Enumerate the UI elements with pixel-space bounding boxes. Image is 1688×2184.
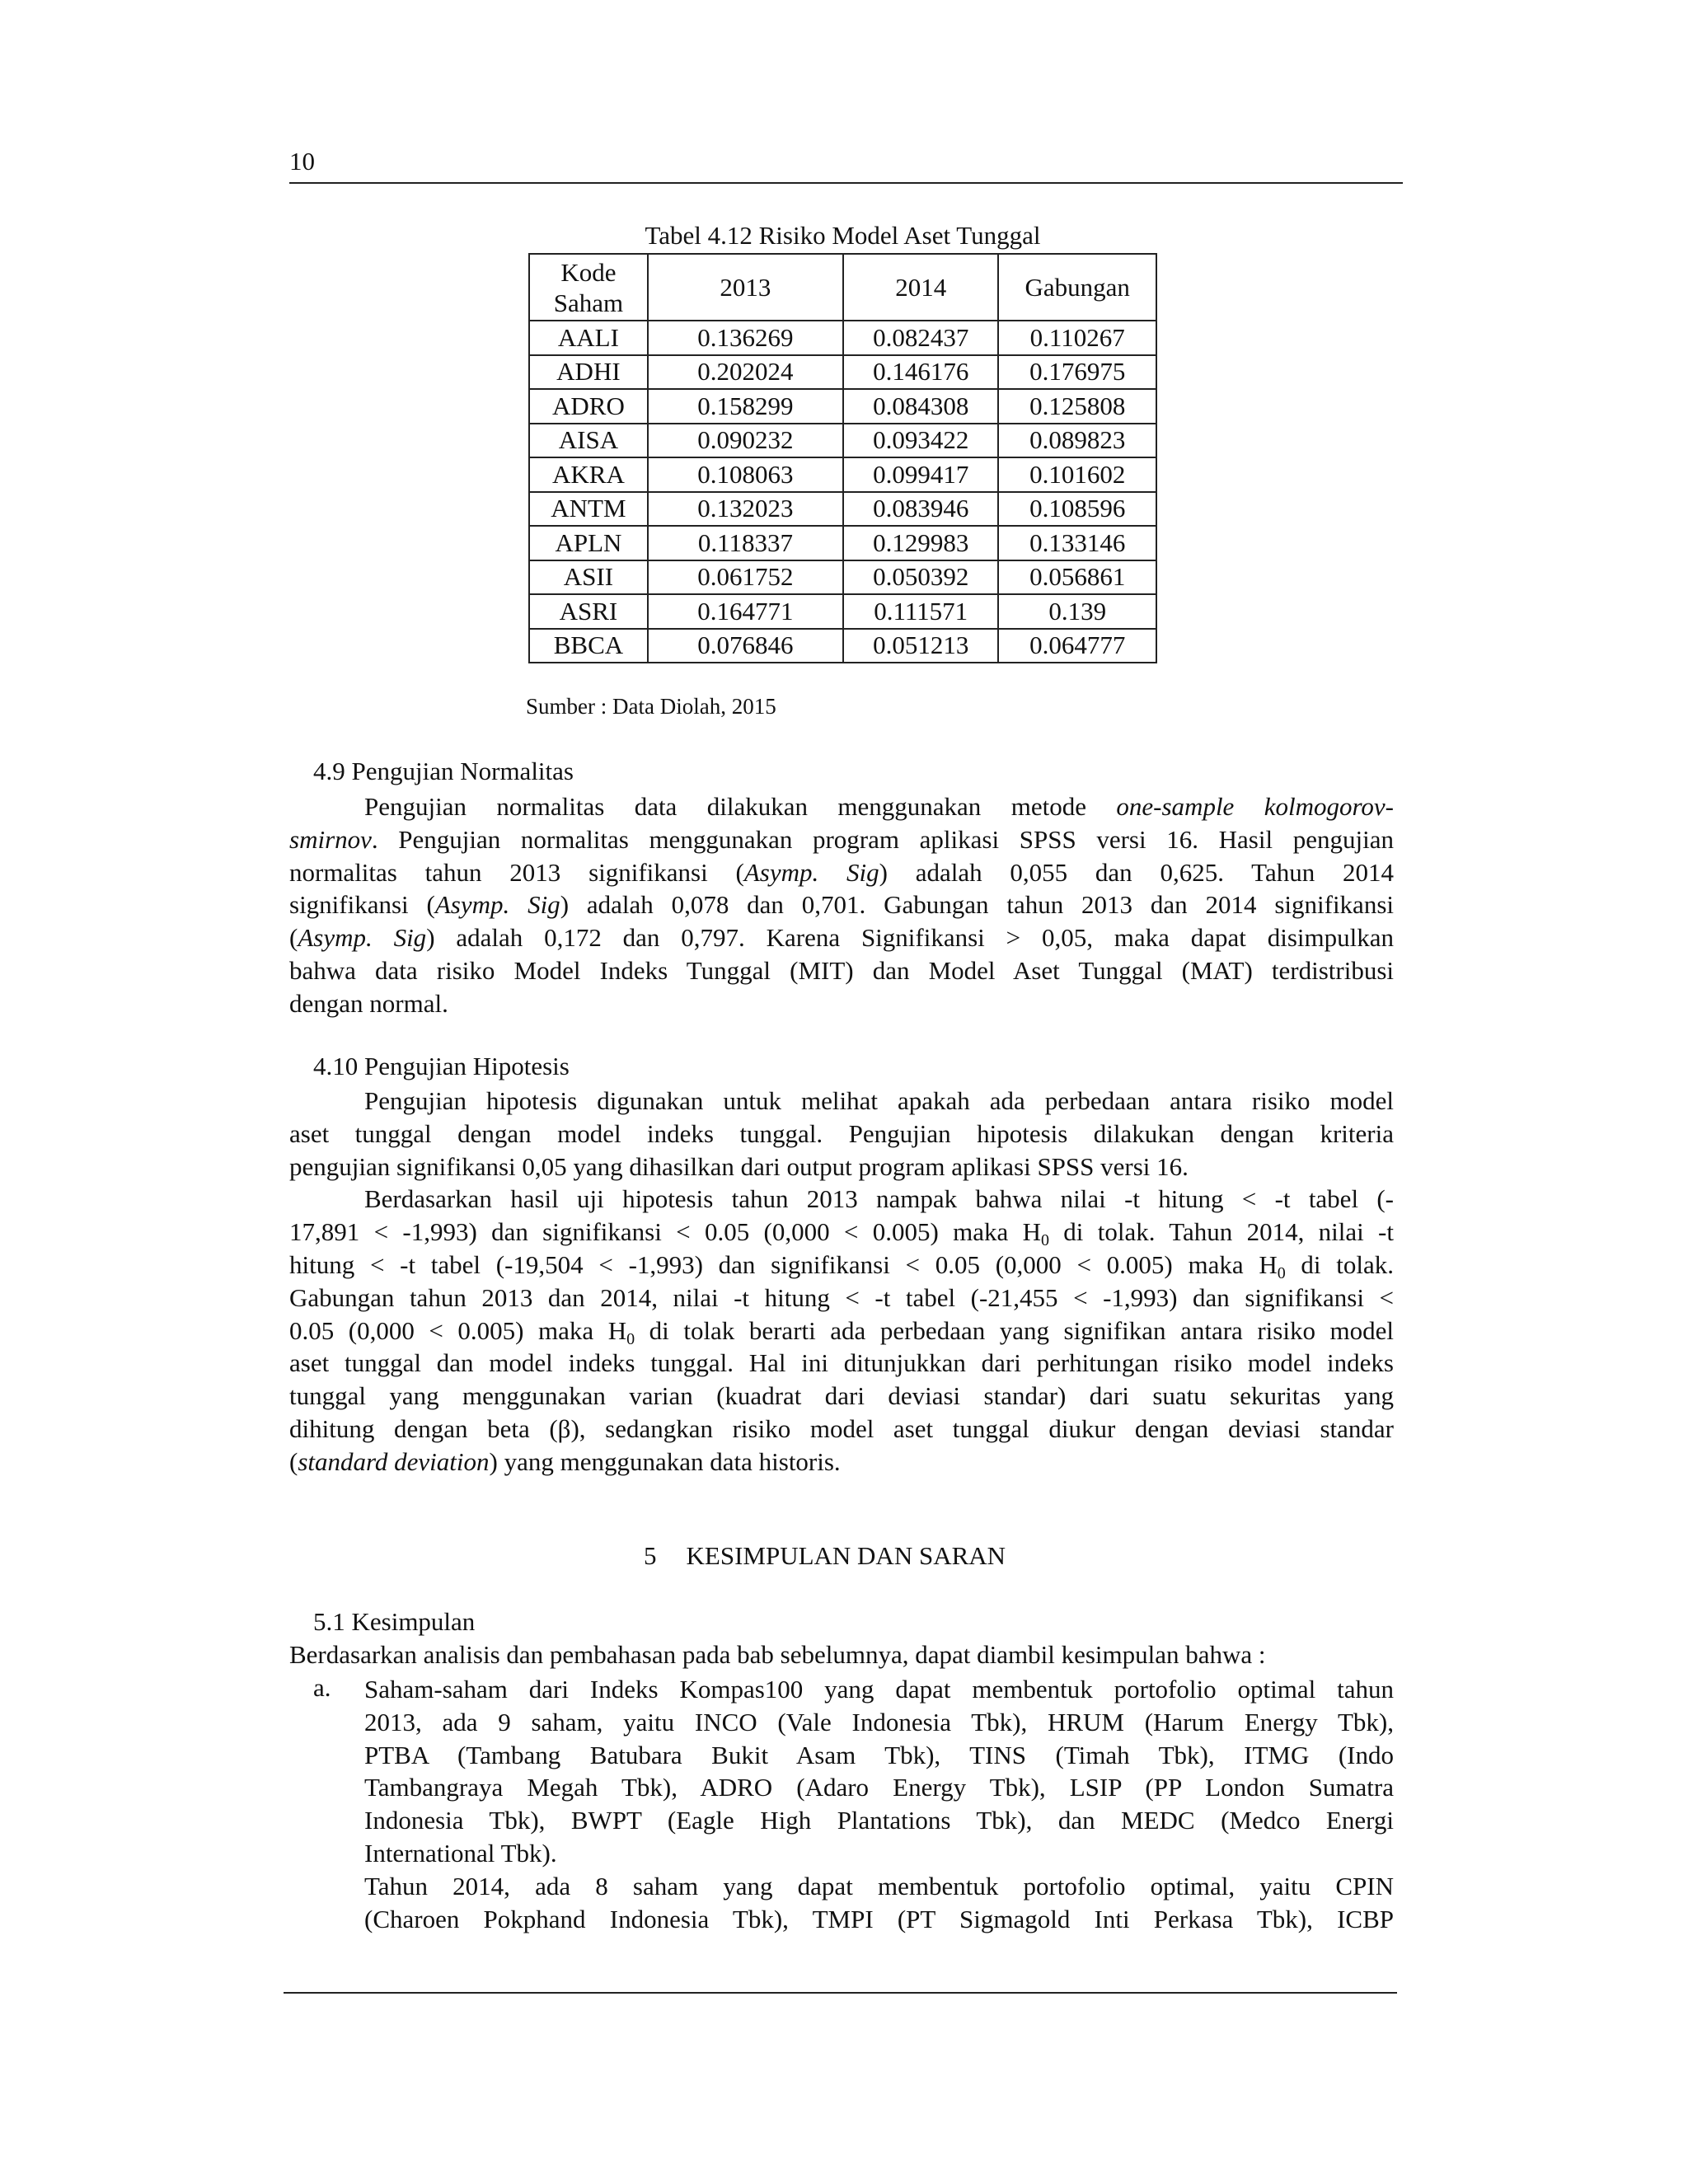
table-row <box>529 389 1156 424</box>
risk-value-cell: 0.099417 <box>843 457 998 492</box>
risk-value-cell: 0.108596 <box>998 492 1156 527</box>
text-line <box>289 1347 1394 1380</box>
text: hitung < -t tabel (-19,504 < -1,993) dan signifikansi < 0.05 (0,000 < 0.005) maka H <box>289 1249 1278 1279</box>
text-line <box>289 856 1394 889</box>
text-line <box>289 823 1394 856</box>
text: Gabungan tahun 2013 dan 2014, nilai -t hitung < -t tabel (-21,455 < -1,993) dan signifikansi < <box>289 1282 1394 1312</box>
risk-value-cell: 0.084308 <box>843 389 998 424</box>
risk-value-cell: 0.139 <box>998 594 1156 629</box>
text: ) adalah 0,172 dan 0,797. Karena Signifikansi > 0,05, maka dapat disimpulkan <box>426 923 1394 953</box>
text: Indonesia Tbk), BWPT (Eagle High Plantations Tbk), dan MEDC (Medco Energi <box>364 1806 1394 1835</box>
text: aset tunggal dengan model indeks tunggal. Pengujian hipotesis dilakukan dengan kriteria <box>289 1118 1394 1148</box>
section-4-9-heading: 4.9 Pengujian Normalitas <box>313 757 574 785</box>
list-item-a <box>364 1673 1394 1935</box>
text: tunggal yang menggunakan varian (kuadrat dari deviasi standar) dari suatu sekuritas yang <box>289 1381 1394 1411</box>
italic-text: one-sample kolmogorov- <box>1116 792 1394 821</box>
text-line <box>364 1771 1394 1804</box>
text: aset tunggal dan model indeks tunggal. Hal ini ditunjukkan dari perhitungan risiko model indeks <box>289 1348 1394 1378</box>
text-line <box>289 1183 1394 1216</box>
risk-value-cell: 0.164771 <box>648 594 843 629</box>
subscript: 0 <box>1040 1231 1049 1250</box>
text-line <box>289 1413 1394 1446</box>
risk-value-cell: 0.093422 <box>843 424 998 458</box>
table-row <box>529 526 1156 560</box>
chapter-5-heading <box>644 1541 1006 1571</box>
text: di tolak. <box>1285 1249 1394 1279</box>
text: Tambangraya Megah Tbk), ADRO (Adaro Energy Tbk), LSIP (PP London Sumatra <box>364 1773 1394 1802</box>
stock-code-cell: ASRI <box>529 594 648 629</box>
subscript: 0 <box>1277 1263 1286 1282</box>
text: di tolak berarti ada perbedaan yang signifikan antara risiko model <box>635 1315 1394 1345</box>
text: Saham-saham dari Indeks Kompas100 yang dapat membentuk portofolio optimal tahun <box>364 1675 1394 1704</box>
italic-text: smirnov <box>289 824 372 854</box>
text-line <box>289 1151 1394 1183</box>
text-line <box>289 1282 1394 1315</box>
text: signifikansi ( <box>289 890 435 920</box>
risk-value-cell: 0.132023 <box>648 492 843 527</box>
text: ) yang menggunakan data historis. <box>489 1446 841 1476</box>
stock-code-cell: ANTM <box>529 492 648 527</box>
text-line <box>289 1216 1394 1249</box>
footer-rule <box>284 1992 1397 1994</box>
stock-code-cell: AKRA <box>529 457 648 492</box>
text: 17,891 < -1,993) dan signifikansi < 0.05 (0,000 < 0.005) maka H <box>289 1217 1041 1247</box>
risk-value-cell: 0.082437 <box>843 321 998 355</box>
text: Berdasarkan hasil uji hipotesis tahun 2013 nampak bahwa nilai -t hitung < -t tabel (- <box>364 1184 1394 1214</box>
risk-value-cell: 0.202024 <box>648 355 843 390</box>
text-line <box>364 1706 1394 1739</box>
chapter-title: KESIMPULAN DAN SARAN <box>686 1541 1006 1570</box>
risk-value-cell: 0.133146 <box>998 526 1156 560</box>
risk-value-cell: 0.110267 <box>998 321 1156 355</box>
stock-code-cell: ASII <box>529 560 648 595</box>
text: dihitung dengan beta (β), sedangkan risiko model aset tunggal diukur dengan deviasi standar <box>289 1413 1394 1443</box>
text-line <box>289 921 1394 954</box>
section-4-10-heading: 4.10 Pengujian Hipotesis <box>313 1052 570 1080</box>
text-line <box>289 954 1394 987</box>
risk-value-cell: 0.176975 <box>998 355 1156 390</box>
text: . Pengujian normalitas menggunakan program aplikasi SPSS versi 16. Hasil pengujian <box>371 824 1394 854</box>
text: PTBA (Tambang Batubara Bukit Asam Tbk), TINS (Timah Tbk), ITMG (Indo <box>364 1740 1394 1769</box>
subscript: 0 <box>626 1329 635 1348</box>
stock-code-cell: APLN <box>529 526 648 560</box>
text-line <box>289 790 1394 823</box>
text: ( <box>289 923 298 953</box>
text: (Charoen Pokphand Indonesia Tbk), TMPI (PT Sigmagold Inti Perkasa Tbk), ICBP <box>364 1904 1394 1933</box>
italic-text: Asymp. Sig <box>434 890 560 920</box>
text: di tolak. Tahun 2014, nilai -t <box>1048 1217 1394 1247</box>
header-2014: 2014 <box>843 254 998 321</box>
table-row <box>529 321 1156 355</box>
text: dengan normal. <box>289 988 448 1018</box>
table-row <box>529 492 1156 527</box>
text: Pengujian normalitas data dilakukan menggunakan metode <box>364 792 1117 821</box>
risk-value-cell: 0.118337 <box>648 526 843 560</box>
stock-code-cell: ADHI <box>529 355 648 390</box>
risk-table <box>528 253 1157 663</box>
stock-code-cell: BBCA <box>529 629 648 663</box>
text-line <box>289 1380 1394 1413</box>
chapter-number: 5 <box>644 1541 657 1570</box>
section-4-10-body <box>289 1085 1394 1479</box>
table-header-row <box>529 254 1156 321</box>
text-line <box>289 987 1394 1020</box>
text: 0.05 (0,000 < 0.005) maka H <box>289 1315 627 1345</box>
text-line <box>289 1446 1394 1479</box>
text-line <box>289 1085 1394 1118</box>
table-row <box>529 560 1156 595</box>
text-line <box>364 1837 1394 1870</box>
risk-value-cell: 0.090232 <box>648 424 843 458</box>
stock-code-cell: AISA <box>529 424 648 458</box>
text: bahwa data risiko Model Indeks Tunggal (MIT) dan Model Aset Tunggal (MAT) terdistribusi <box>289 955 1394 985</box>
risk-value-cell: 0.083946 <box>843 492 998 527</box>
text-line <box>289 1249 1394 1282</box>
header-rule <box>289 182 1403 184</box>
header-gabungan: Gabungan <box>998 254 1156 321</box>
table-row <box>529 457 1156 492</box>
text-line <box>364 1804 1394 1837</box>
text-line <box>364 1870 1394 1903</box>
section-5-1-heading: 5.1 Kesimpulan <box>313 1607 476 1636</box>
text: pengujian signifikansi 0,05 yang dihasilkan dari output program aplikasi SPSS versi 16. <box>289 1151 1189 1181</box>
stock-code-cell: ADRO <box>529 389 648 424</box>
italic-text: Asymp. Sig <box>298 923 427 953</box>
risk-value-cell: 0.076846 <box>648 629 843 663</box>
text-line <box>364 1903 1394 1936</box>
table-row <box>529 355 1156 390</box>
text: ) adalah 0,055 dan 0,625. Tahun 2014 <box>879 857 1394 887</box>
risk-value-cell: 0.125808 <box>998 389 1156 424</box>
text-line <box>289 1118 1394 1151</box>
stock-code-cell: AALI <box>529 321 648 355</box>
risk-value-cell: 0.101602 <box>998 457 1156 492</box>
header-2013: 2013 <box>648 254 843 321</box>
list-marker-a: a. <box>313 1673 331 1702</box>
text: 2013, ada 9 saham, yaitu INCO (Vale Indonesia Tbk), HRUM (Harum Energy Tbk), <box>364 1707 1394 1736</box>
risk-value-cell: 0.108063 <box>648 457 843 492</box>
text-line <box>364 1739 1394 1772</box>
text: ) adalah 0,078 dan 0,701. Gabungan tahun 2013 dan 2014 signifikansi <box>560 890 1394 920</box>
text: normalitas tahun 2013 signifikansi ( <box>289 857 744 887</box>
italic-text: Asymp. Sig <box>743 857 879 887</box>
risk-value-cell: 0.056861 <box>998 560 1156 595</box>
header-kode-saham: Kode Saham <box>529 254 648 321</box>
table-source: Sumber : Data Diolah, 2015 <box>526 694 776 719</box>
risk-value-cell: 0.064777 <box>998 629 1156 663</box>
risk-value-cell: 0.111571 <box>843 594 998 629</box>
text: International Tbk). <box>364 1838 557 1868</box>
text-line <box>364 1673 1394 1706</box>
risk-value-cell: 0.089823 <box>998 424 1156 458</box>
risk-value-cell: 0.050392 <box>843 560 998 595</box>
text-line <box>289 888 1394 921</box>
section-4-9-body <box>289 790 1394 1020</box>
page-number: 10 <box>289 147 315 176</box>
text: Pengujian hipotesis digunakan untuk melihat apakah ada perbedaan antara risiko model <box>364 1086 1394 1115</box>
text: Tahun 2014, ada 8 saham yang dapat membentuk portofolio optimal, yaitu CPIN <box>364 1871 1394 1900</box>
text: ( <box>289 1446 298 1476</box>
text-line <box>289 1315 1394 1347</box>
risk-value-cell: 0.136269 <box>648 321 843 355</box>
table-row <box>529 629 1156 663</box>
risk-value-cell: 0.061752 <box>648 560 843 595</box>
table-row <box>529 594 1156 629</box>
italic-text: standard deviation <box>298 1446 490 1476</box>
risk-value-cell: 0.129983 <box>843 526 998 560</box>
risk-value-cell: 0.146176 <box>843 355 998 390</box>
risk-value-cell: 0.158299 <box>648 389 843 424</box>
table-row <box>529 424 1156 458</box>
table-caption: Tabel 4.12 Risiko Model Aset Tunggal <box>645 221 1041 250</box>
section-5-1-intro: Berdasarkan analisis dan pembahasan pada bab sebelumnya, dapat diambil kesimpulan bahwa : <box>289 1640 1266 1669</box>
risk-value-cell: 0.051213 <box>843 629 998 663</box>
